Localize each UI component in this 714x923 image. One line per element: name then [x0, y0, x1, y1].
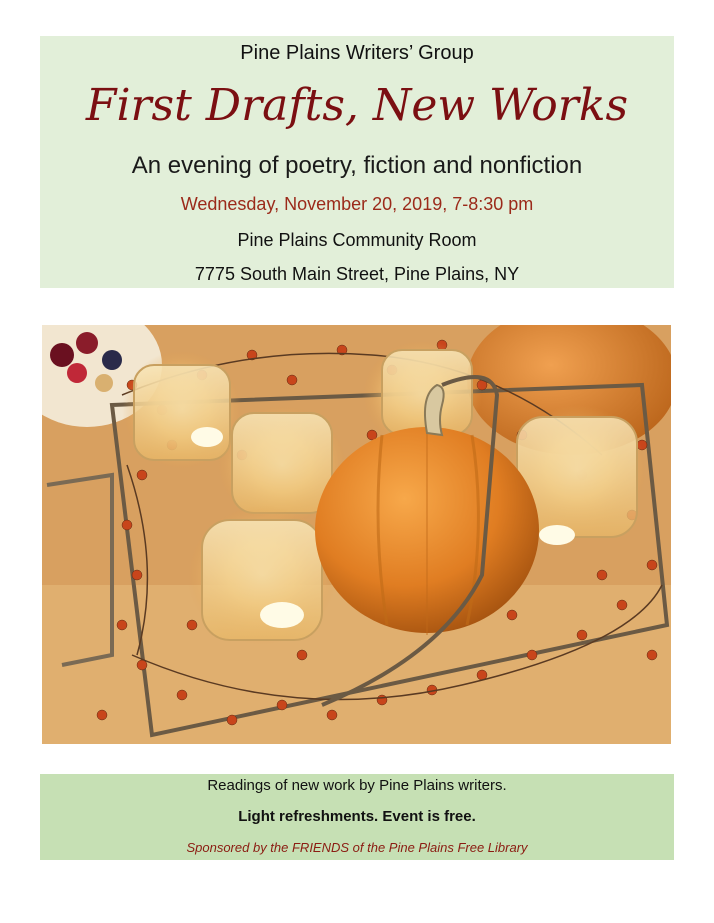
- photo-illustration: [42, 325, 671, 744]
- footer-box: [40, 774, 674, 860]
- organization-name: Pine Plains Writers’ Group: [240, 42, 474, 64]
- event-venue: Pine Plains Community Room: [237, 230, 477, 250]
- footer-readings-note: Readings of new work by Pine Plains writers.: [207, 777, 507, 794]
- autumn-centerpiece-photo: [42, 325, 671, 744]
- header-box: [40, 36, 674, 288]
- event-date-time: Wednesday, November 20, 2019, 7-8:30 pm: [180, 194, 534, 214]
- footer-sponsor-note: Sponsored by the FRIENDS of the Pine Plains Free Library: [186, 840, 528, 855]
- candle-jar-5: [187, 505, 337, 645]
- event-subtitle: An evening of poetry, fiction and nonfiction: [131, 152, 583, 179]
- event-title: First Drafts, New Works: [85, 80, 629, 131]
- footer-refreshments-note: Light refreshments. Event is free.: [238, 808, 476, 825]
- event-address: 7775 South Main Street, Pine Plains, NY: [194, 264, 520, 284]
